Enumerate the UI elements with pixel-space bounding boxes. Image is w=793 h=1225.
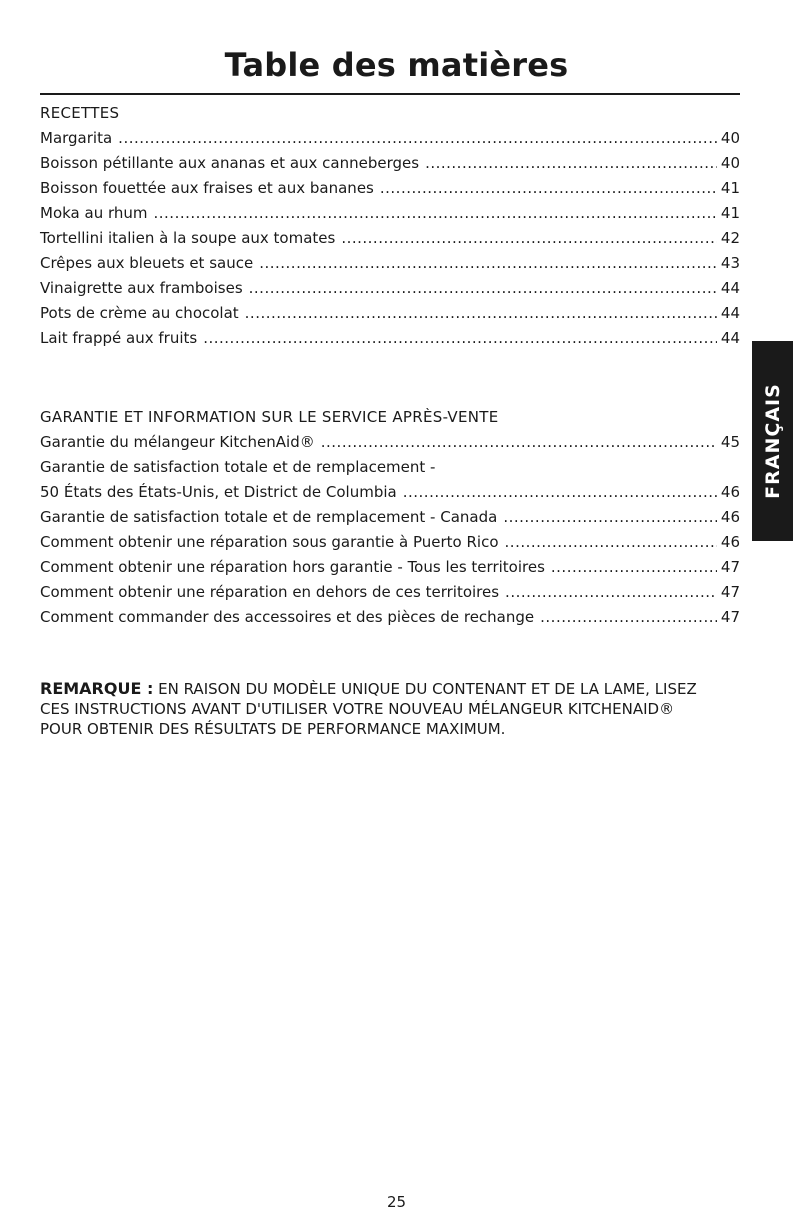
toc-entry: Boisson pétillante aux ananas et aux canneberges ..... 40 [40,151,740,176]
section-heading-recettes: RECETTES [40,104,120,122]
dot-leader [321,430,717,455]
remarque-text-line3: POUR OBTENIR DES RÉSULTATS DE PERFORMANCE MAXIMUM. [40,720,506,738]
page-number: 25 [386,1193,407,1211]
dot-leader [341,226,717,251]
remarque-text-line1: EN RAISON DU MODÈLE UNIQUE DU CONTENANT ET DE LA LAME, LISEZ [158,680,697,698]
toc-entry: Garantie du mélangeur KitchenAid® ..... 45 [40,430,740,455]
toc-page-number: 42 [720,229,740,247]
dot-leader [154,201,717,226]
toc-page-number: 45 [720,433,740,451]
toc-entry: Crêpes aux bleuets et sauce ..... 43 [40,251,740,276]
dot-leader [259,251,717,276]
dot-leader [380,176,717,201]
toc-page-number: 44 [720,329,740,347]
remarque-text-line2: CES INSTRUCTIONS AVANT D'UTILISER VOTRE NOUVEAU MÉLANGEUR KITCHENAID® [40,700,675,718]
toc-entry: Comment obtenir une réparation hors garantie - Tous les territoires ..... 47 [40,555,740,580]
toc-entry: Margarita ..... 40 [40,126,740,151]
toc-entry: Lait frappé aux fruits ..... 44 [40,326,740,351]
toc-entry: Comment obtenir une réparation sous garantie à Puerto Rico ..... 46 [40,530,740,555]
toc-page-number: 40 [720,129,740,147]
toc-page-number: 47 [720,558,740,576]
toc-page-number: 41 [720,204,740,222]
toc-entry: Pots de crème au chocolat ..... 44 [40,301,740,326]
page-title: Table des matières [224,46,569,84]
toc-page-number: 47 [720,583,740,601]
toc-page-number: 40 [720,154,740,172]
dot-leader [203,326,717,351]
toc-entry: 50 États des États-Unis, et District de Columbia ..... 46 [40,480,740,505]
toc-page-number: 41 [720,179,740,197]
dot-leader [425,151,717,176]
toc-page-number: 46 [720,508,740,526]
dot-leader [503,505,717,530]
toc-page-number: 44 [720,304,740,322]
toc-entry: Moka au rhum ..... 41 [40,201,740,226]
remarque-note [40,679,740,739]
toc-entry: Garantie de satisfaction totale et de remplacement - Canada ..... 46 [40,505,740,530]
recettes-section [40,100,740,351]
side-tab-label: FRANÇAIS [761,383,784,499]
toc-entry: Comment commander des accessoires et des pièces de rechange ..... 47 [40,605,740,630]
toc-page-number: 44 [720,279,740,297]
toc-entry: Vinaigrette aux framboises ..... 44 [40,276,740,301]
garantie-section [40,404,740,630]
dot-leader [403,480,717,505]
dot-leader [118,126,717,151]
toc-entry: Tortellini italien à la soupe aux tomates ..... 42 [40,226,740,251]
remarque-label: REMARQUE : [40,679,154,698]
dot-leader [540,605,717,630]
dot-leader [505,580,717,605]
toc-entry: Comment obtenir une réparation en dehors de ces territoires ..... 47 [40,580,740,605]
toc-page-number: 46 [720,483,740,501]
toc-entry: Boisson fouettée aux fraises et aux bananes ..... 41 [40,176,740,201]
toc-page-number: 46 [720,533,740,551]
language-side-tab [752,341,793,541]
title-divider [40,93,740,95]
dot-leader [249,276,717,301]
dot-leader [505,530,717,555]
dot-leader [551,555,717,580]
section-heading-garantie: GARANTIE ET INFORMATION SUR LE SERVICE APRÈS-VENTE [40,408,499,426]
toc-page-number: 47 [720,608,740,626]
dot-leader [245,301,717,326]
toc-page-number: 43 [720,254,740,272]
toc-entry-line1: Garantie de satisfaction totale et de remplacement - [40,458,436,476]
